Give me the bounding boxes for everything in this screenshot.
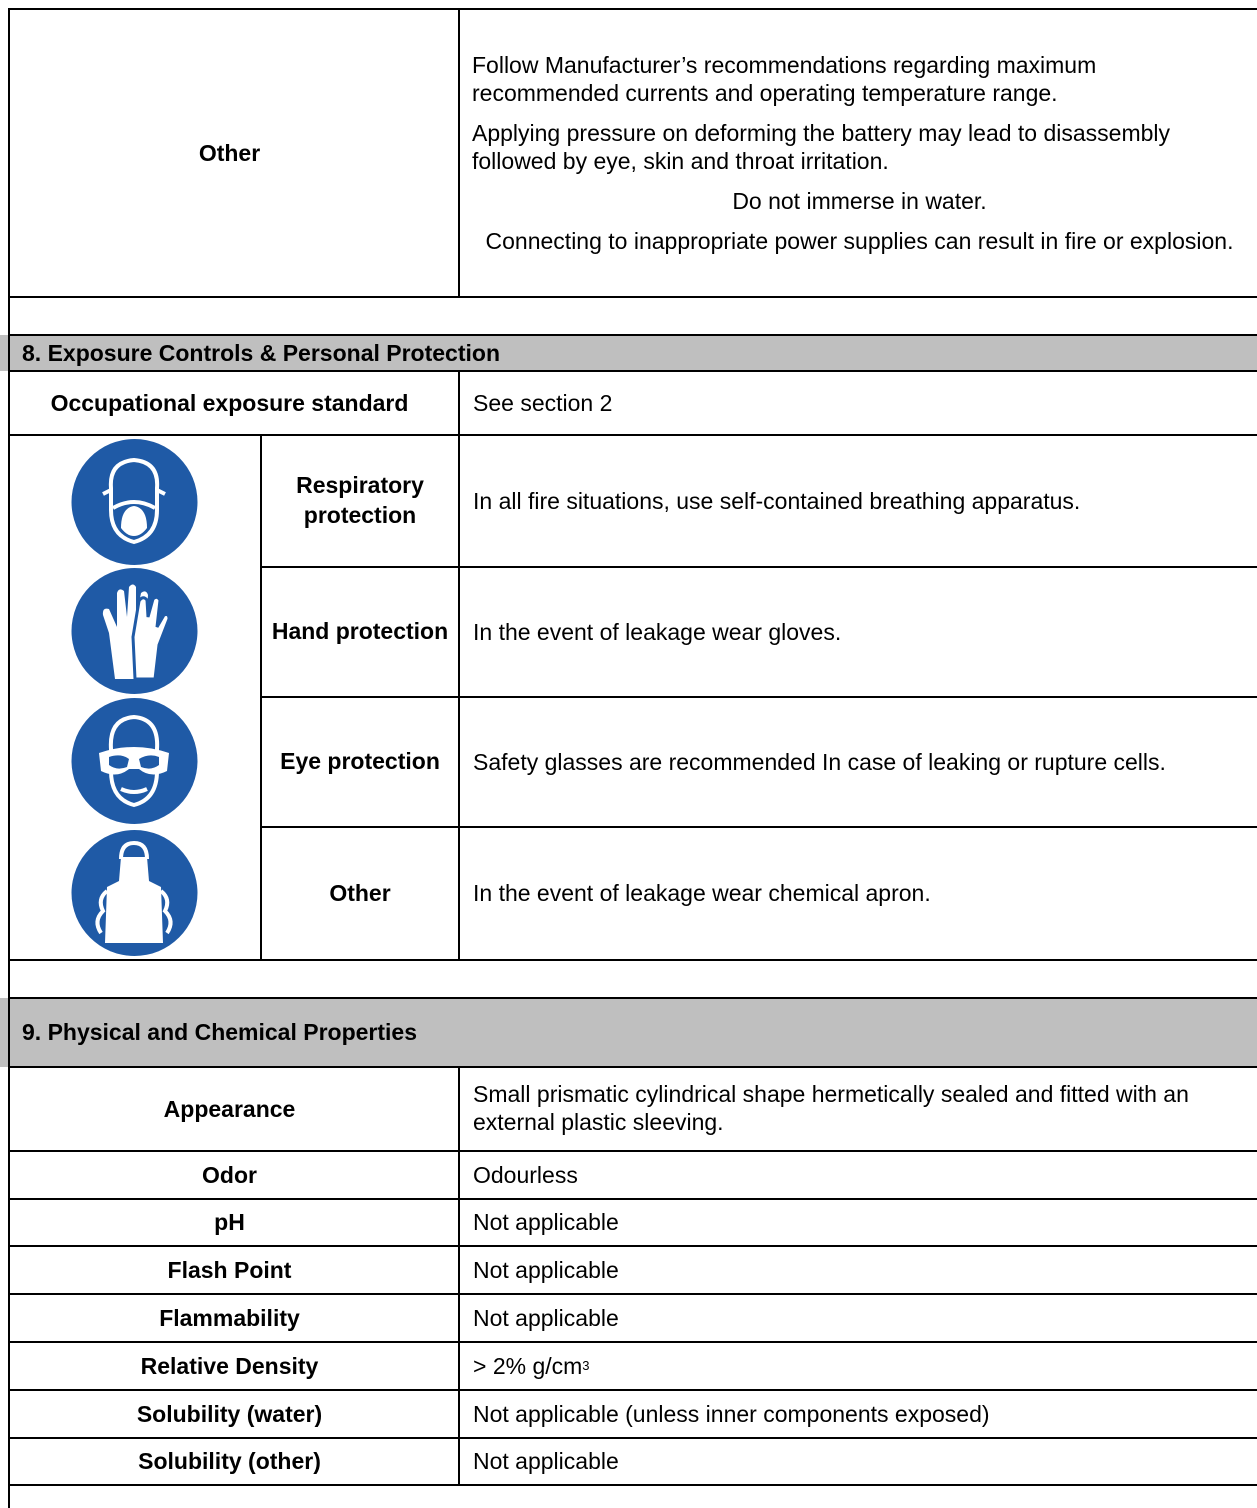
table-border-left <box>8 8 10 1508</box>
column-divider <box>458 8 460 297</box>
table-rule <box>8 1389 1257 1391</box>
property-label: Solubility (water) <box>136 1400 323 1427</box>
occupational-exposure-label: Occupational exposure standard <box>50 389 409 416</box>
table-rule <box>8 1245 1257 1247</box>
density-value-text: > 2% g/cm <box>473 1352 583 1379</box>
section-7-other-notes <box>459 9 1257 297</box>
table-rule <box>261 826 1257 828</box>
table-rule <box>8 1198 1257 1200</box>
safety-goggles-icon <box>69 697 200 825</box>
section-9-title: 9. Physical and Chemical Properties <box>22 1019 417 1045</box>
protective-gloves-icon <box>69 567 200 695</box>
respirator-mask-icon <box>69 438 200 566</box>
table-rule <box>261 566 1257 568</box>
eye-protection-value: Safety glasses are recommended In case of leaking or rupture cells. <box>473 748 1166 775</box>
column-divider <box>458 370 460 961</box>
table-rule <box>8 997 1257 999</box>
property-value: Not applicable <box>473 1448 619 1474</box>
property-label: Appearance <box>163 1095 296 1122</box>
hand-protection-value: In the event of leakage wear gloves. <box>473 618 842 645</box>
table-rule <box>8 1484 1257 1486</box>
table-rule <box>8 296 1257 298</box>
section-7-other-label: Other <box>198 139 261 166</box>
respiratory-protection-value: In all fire situations, use self-contained breathing apparatus. <box>473 487 1081 514</box>
other-note-4: Connecting to inappropriate power supplies can result in fire or explosion. <box>485 228 1234 255</box>
property-label: pH <box>214 1209 245 1235</box>
property-label: Flammability <box>159 1304 300 1331</box>
respiratory-protection-label: Respiratory protection <box>296 472 424 528</box>
property-value: Not applicable <box>473 1209 619 1235</box>
property-value: Small prismatic cylindrical shape hermetically sealed and fitted with an external plastic sleeving. <box>473 1081 1189 1135</box>
property-label: Flash Point <box>167 1256 292 1283</box>
table-rule <box>8 334 1257 336</box>
property-label: Solubility (other) <box>138 1448 321 1474</box>
property-label: Odor <box>202 1161 257 1188</box>
table-rule <box>8 8 1257 10</box>
other-note-3: Do not immerse in water. <box>732 188 987 215</box>
table-rule <box>8 1066 1257 1068</box>
occupational-exposure-value: See section 2 <box>473 389 613 416</box>
table-rule <box>8 959 1257 961</box>
property-value: Odourless <box>473 1161 578 1188</box>
other-protection-value: In the event of leakage wear chemical apron. <box>473 880 931 906</box>
table-rule <box>8 370 1257 372</box>
icon-column-divider <box>260 434 262 961</box>
property-value: > 2% g/cm 3 <box>473 1352 590 1379</box>
eye-protection-label: Eye protection <box>280 748 440 775</box>
table-rule <box>8 434 1257 436</box>
table-rule <box>8 1437 1257 1439</box>
section-8-title: 8. Exposure Controls & Personal Protection <box>22 339 500 366</box>
property-value: Not applicable (unless inner components exposed) <box>473 1400 990 1427</box>
apron-icon <box>69 829 200 957</box>
other-protection-label: Other <box>329 880 391 906</box>
table-rule <box>8 1341 1257 1343</box>
hand-protection-label: Hand protection <box>271 618 449 645</box>
table-rule <box>8 1150 1257 1152</box>
table-rule <box>261 696 1257 698</box>
column-divider <box>458 1066 460 1486</box>
other-note-2: Applying pressure on deforming the battery may lead to disassembly followed by eye, skin and throat irritation. <box>472 119 1171 174</box>
other-note-1: Follow Manufacturer’s recommendations regarding maximum recommended currents and operating temperature range. <box>472 51 1097 106</box>
property-value: Not applicable <box>473 1256 619 1283</box>
table-rule <box>8 1293 1257 1295</box>
property-value: Not applicable <box>473 1304 619 1331</box>
property-label: Relative Density <box>140 1352 319 1379</box>
